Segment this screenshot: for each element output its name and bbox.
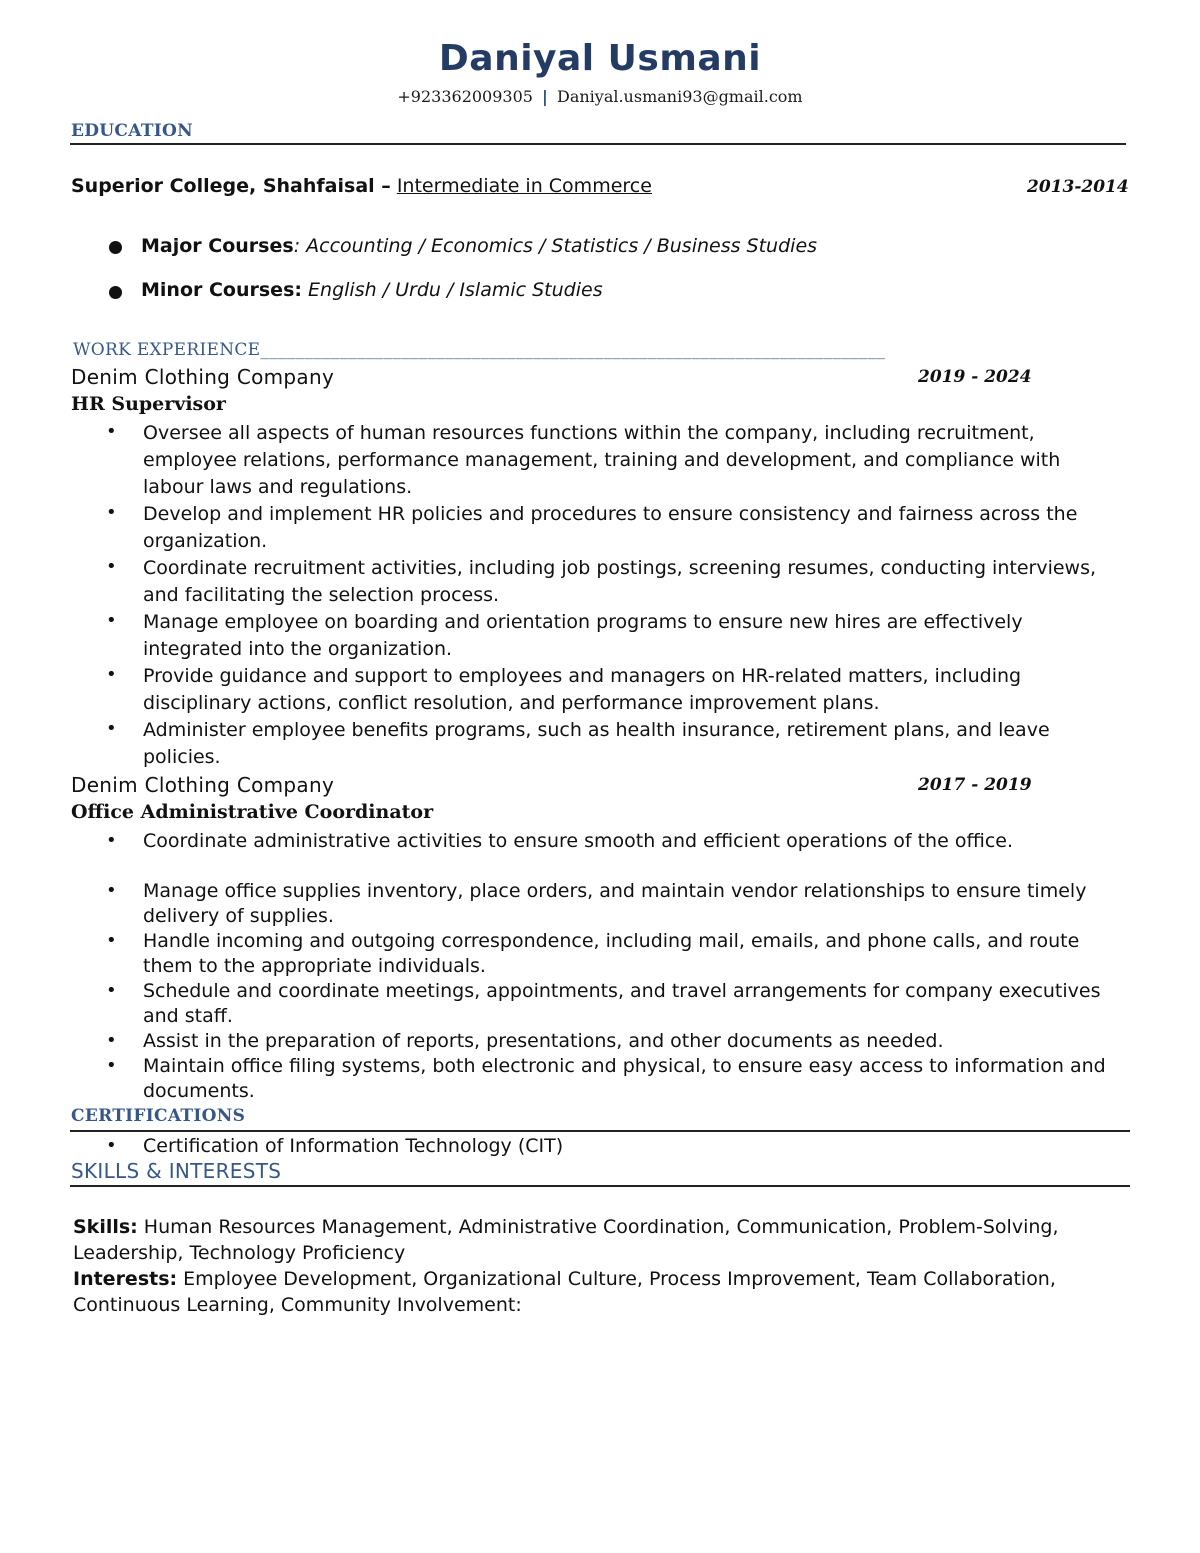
candidate-name: Daniyal Usmani [438,38,762,79]
skills-text: Human Resources Management, Administrative Coordination, Communication, Problem-Solving, Leadership, Technology Proficiency [73,1216,1059,1264]
bullet-dot [109,286,122,299]
list-bullet: • [106,930,117,951]
education-heading: EDUCATION [71,121,193,141]
list-bullet: • [106,880,117,901]
minor-courses-label: Minor Courses: [141,279,302,301]
list-bullet: • [106,980,117,1001]
interests-paragraph [73,1266,1113,1318]
education-divider [70,143,1126,145]
education-entry [71,175,652,197]
list-bullet: • [106,421,117,442]
minor-courses-values: English / Urdu / Islamic Studies [308,279,603,301]
list-item: Manage employee on boarding and orientation programs to ensure new hires are effectively integrated into the organization. [143,611,1023,660]
list-bullet: • [106,718,117,739]
interests-text: Employee Development, Organizational Culture, Process Improvement, Team Collaboration, Continuous Learning, Community Involvement: [73,1268,1056,1316]
list-bullet: • [106,830,117,851]
job-dates: 2019 - 2024 [918,367,1032,387]
certifications-heading: CERTIFICATIONS [71,1106,246,1126]
list-bullet: • [106,1055,117,1076]
job-company: Denim Clothing Company [71,365,335,389]
work-experience-title: WORK EXPERIENCE [73,340,261,360]
major-courses-values: : Accounting / Economics / Statistics / Business Studies [293,235,818,257]
job-dates: 2017 - 2019 [918,775,1032,795]
certifications-divider [70,1130,1130,1132]
list-item: Provide guidance and support to employees and managers on HR-related matters, including disciplinary actions, conflict resolution, and performance improvement plans. [143,665,1022,714]
list-item: Manage office supplies inventory, place orders, and maintain vendor relationships to ensure timely delivery of supplies. [143,880,1087,927]
list-bullet: • [106,664,117,685]
list-bullet: • [106,1030,117,1051]
skills-paragraph [73,1214,1113,1266]
list-item: Develop and implement HR policies and procedures to ensure consistency and fairness across the organization. [143,503,1078,552]
list-item: Handle incoming and outgoing correspondence, including mail, emails, and phone calls, and route them to the appropriate individuals. [143,930,1080,977]
list-item: Assist in the preparation of reports, presentations, and other documents as needed. [143,1030,944,1052]
skills-divider [70,1185,1130,1187]
list-item: Maintain office filing systems, both electronic and physical, to ensure easy access to information and documents. [143,1055,1106,1102]
phone-number: +923362009305 [397,87,533,106]
bullet-dot [109,241,122,254]
email-address: Daniyal.usmani93@gmail.com [556,87,803,106]
list-item: Oversee all aspects of human resources functions within the company, including recruitment, employee relations, performance management, training and development, and compliance with labour laws and regulations. [143,422,1061,498]
contact-separator: | [542,87,548,106]
interests-label: Interests: [73,1268,178,1290]
school-name: Superior College, Shahfaisal – [71,175,391,197]
minor-courses [141,279,603,301]
job-role: HR Supervisor [71,393,226,415]
work-experience-heading [73,340,1043,360]
list-item: Schedule and coordinate meetings, appointments, and travel arrangements for company executives and staff. [143,980,1101,1027]
major-courses [141,235,817,257]
contact-line [0,87,1200,106]
skills-heading: SKILLS & INTERESTS [71,1159,282,1183]
education-dates: 2013-2014 [1027,177,1129,197]
skills-label: Skills: [73,1216,138,1238]
list-bullet: • [106,610,117,631]
list-bullet: • [106,556,117,577]
job-role: Office Administrative Coordinator [71,801,434,823]
list-item: Coordinate administrative activities to ensure smooth and efficient operations of the office. [143,830,1014,852]
job-company: Denim Clothing Company [71,773,335,797]
list-item: Coordinate recruitment activities, including job postings, screening resumes, conducting interviews, and facilitating the selection process. [143,557,1097,606]
major-courses-label: Major Courses [141,235,294,257]
list-item: Administer employee benefits programs, such as health insurance, retirement plans, and leave policies. [143,719,1050,768]
list-bullet: • [106,1135,117,1156]
certification-item: Certification of Information Technology (CIT) [143,1135,564,1157]
work-experience-underline: _______________________________________________________________________ [260,340,886,360]
list-bullet: • [106,502,117,523]
program-name: Intermediate in Commerce [396,175,652,197]
